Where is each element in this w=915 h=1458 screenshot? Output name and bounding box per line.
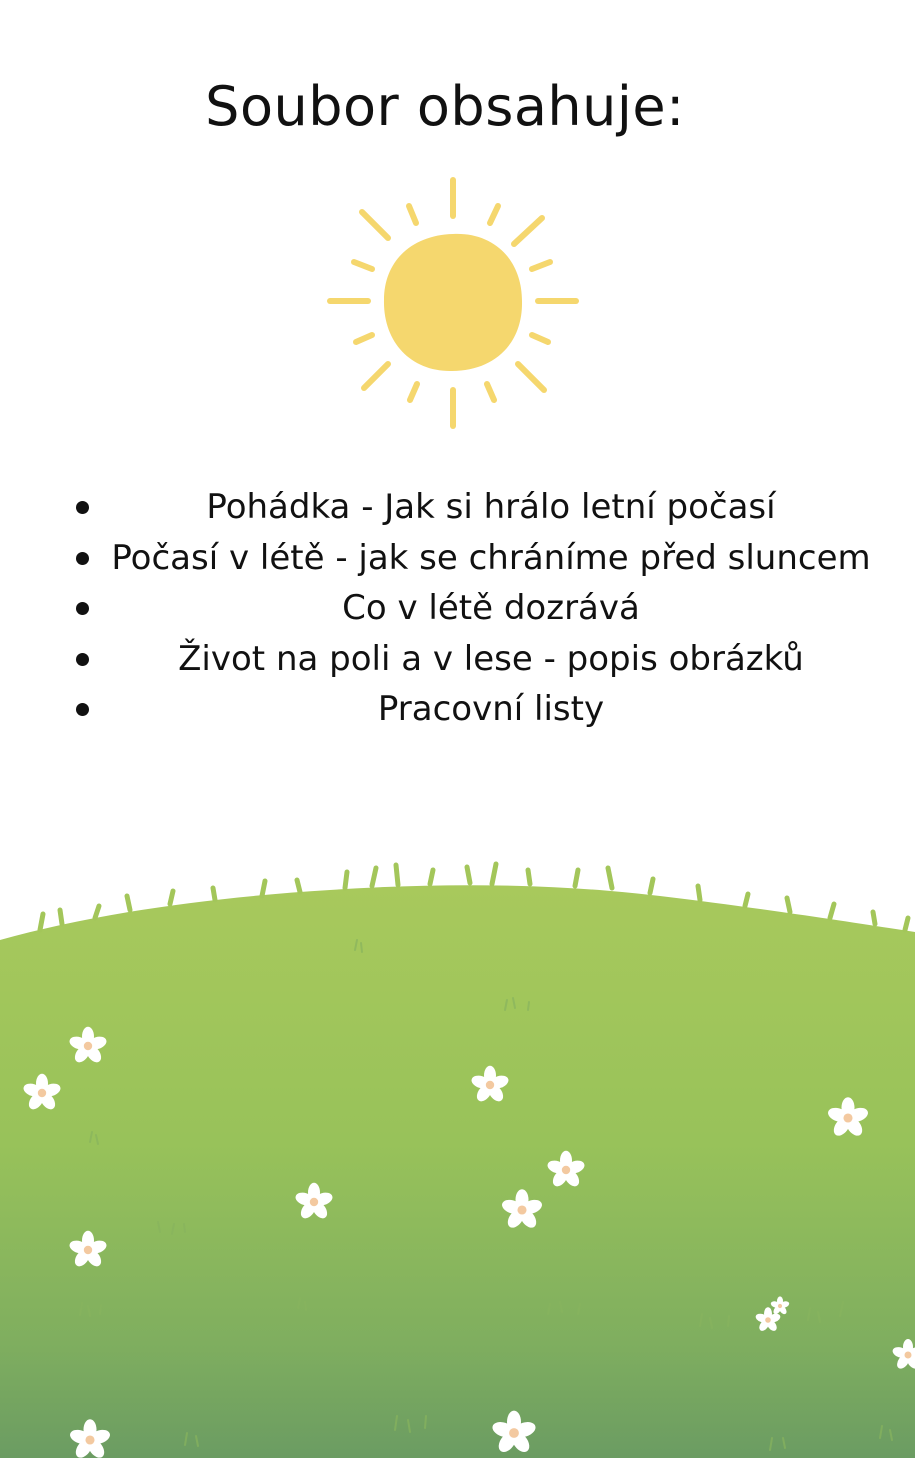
bullet-icon [76, 501, 89, 514]
list-item [66, 482, 876, 533]
bullet-icon [76, 703, 89, 716]
meadow-illustration [0, 860, 915, 1458]
list-item [66, 583, 876, 634]
contents-list [66, 482, 876, 735]
list-item-label: Pohádka - Jak si hrálo letní počasí [206, 487, 776, 527]
list-item-label: Počasí v létě - jak se chráníme před sluncem [111, 537, 871, 578]
list-item [66, 533, 876, 584]
list-item-label: Co v létě dozrává [342, 588, 640, 628]
bullet-icon [76, 653, 89, 666]
sun-icon [318, 168, 588, 438]
bullet-icon [76, 552, 89, 565]
page-title: Soubor obsahuje: [205, 75, 685, 138]
list-item-label: Pracovní listy [377, 689, 605, 729]
list-item-label: Život na poli a v lese - popis obrázků [178, 638, 804, 679]
bullet-icon [76, 602, 89, 615]
list-item [66, 634, 876, 685]
list-item [66, 684, 876, 735]
